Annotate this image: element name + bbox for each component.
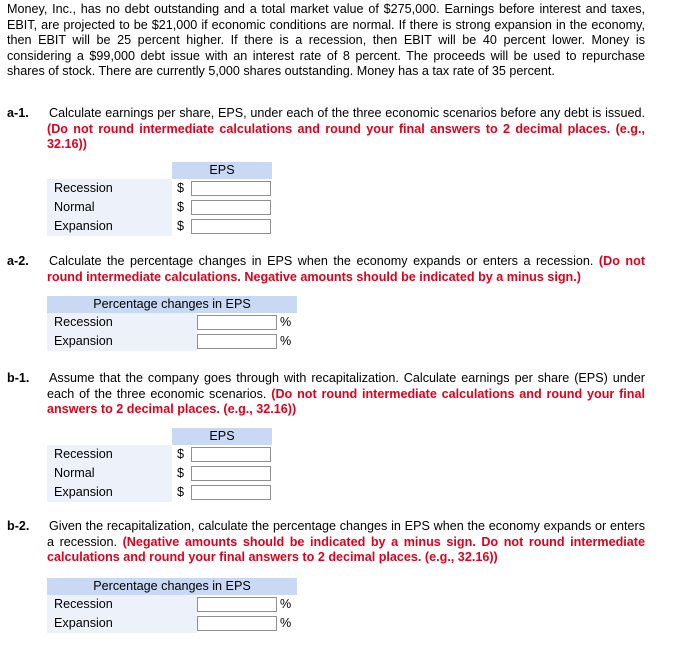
eps-table-a1 (47, 162, 272, 236)
row-label: Recession (54, 447, 113, 461)
question-text: Calculate the percentage changes in EPS when the economy expands or enters a recession. (49, 254, 594, 268)
pct-change-recession-input[interactable] (197, 315, 277, 330)
recap-eps-expansion-input[interactable] (191, 485, 271, 500)
column-header: Percentage changes in EPS (47, 578, 297, 595)
question-note: (Do not round intermediate calculations and round your final answers to 2 decimal places. (e.g., 32.16)) (47, 121, 645, 152)
question-b2 (7, 519, 645, 566)
eps-table-b1 (47, 428, 272, 502)
table-row (47, 179, 272, 198)
table-row (47, 217, 272, 236)
eps-expansion-input[interactable] (191, 219, 271, 234)
recap-eps-normal-input[interactable] (191, 466, 271, 481)
eps-normal-input[interactable] (191, 200, 271, 215)
question-number: a-2. (7, 254, 29, 268)
question-text: Calculate earnings per share, EPS, under each of the three economic scenarios before any debt is issued. (49, 106, 645, 120)
question-note: (Do not round intermediate calculations and round your final answers to 2 decimal places. (e.g., 32.16)) (47, 386, 645, 417)
row-label: Expansion (54, 616, 113, 630)
row-label: Expansion (54, 334, 113, 348)
currency-symbol: $ (177, 200, 185, 214)
table-row (47, 198, 272, 217)
row-label: Normal (54, 466, 95, 480)
column-header: Percentage changes in EPS (47, 296, 297, 313)
percent-change-table-b2 (47, 578, 297, 634)
currency-symbol: $ (177, 219, 185, 233)
pct-change-expansion-input[interactable] (197, 334, 277, 349)
table-row (47, 595, 297, 614)
question-note: (Negative amounts should be indicated by a minus sign. Do not round intermediate calculations and round your final answers to 2 decimal places. (e.g., 32.16)) (47, 534, 645, 565)
table-row (47, 332, 297, 351)
table-row (47, 313, 297, 332)
question-b1 (7, 371, 645, 418)
question-text: Given the recapitalization, calculate the percentage changes in EPS when the economy expands or enters a recession. (47, 519, 645, 549)
currency-symbol: $ (177, 485, 185, 499)
question-a1 (7, 106, 645, 153)
row-label: Expansion (54, 485, 113, 499)
row-label: Recession (54, 315, 113, 329)
percent-sign: % (280, 315, 292, 329)
row-label: Expansion (54, 219, 113, 233)
recap-eps-recession-input[interactable] (191, 447, 271, 462)
percent-sign: % (280, 334, 292, 348)
recap-pct-change-expansion-input[interactable] (197, 616, 277, 631)
problem-statement: Money, Inc., has no debt outstanding and a total market value of $275,000. Earnings before interest and taxes, EBIT, are projected to be $21,000 if economic conditions are normal. If there is strong expansion in the economy, then EBIT will be 25 percent higher. If there is a recession, then EBIT will be 40 percent lower. Money is considering a $99,000 debt issue with an interest rate of 8 percent. The proceeds will be used to repurchase shares of stock. There are currently 5,000 shares outstanding. Money has a tax rate of 35 percent. (7, 2, 645, 79)
percent-change-table-a2 (47, 296, 297, 352)
table-row (47, 464, 272, 483)
question-number: b-1. (7, 371, 30, 385)
table-row (47, 483, 272, 502)
recap-pct-change-recession-input[interactable] (197, 597, 277, 612)
currency-symbol: $ (177, 466, 185, 480)
percent-sign: % (280, 597, 292, 611)
question-number: a-1. (7, 106, 29, 120)
column-header: EPS (172, 162, 272, 179)
question-text: Assume that the company goes through with recapitalization. Calculate earnings per share (EPS) under each of the three economic scenarios. (47, 371, 645, 401)
question-number: b-2. (7, 519, 30, 533)
table-row (47, 614, 297, 633)
row-label: Recession (54, 597, 113, 611)
percent-sign: % (280, 616, 292, 630)
table-row (47, 445, 272, 464)
eps-recession-input[interactable] (191, 181, 271, 196)
column-header: EPS (172, 428, 272, 445)
question-a2 (7, 254, 645, 285)
row-label: Normal (54, 200, 95, 214)
currency-symbol: $ (177, 181, 185, 195)
row-label: Recession (54, 181, 113, 195)
currency-symbol: $ (177, 447, 185, 461)
question-note: (Do not round intermediate calculations. Negative amounts should be indicated by a minus sign.) (47, 254, 646, 284)
